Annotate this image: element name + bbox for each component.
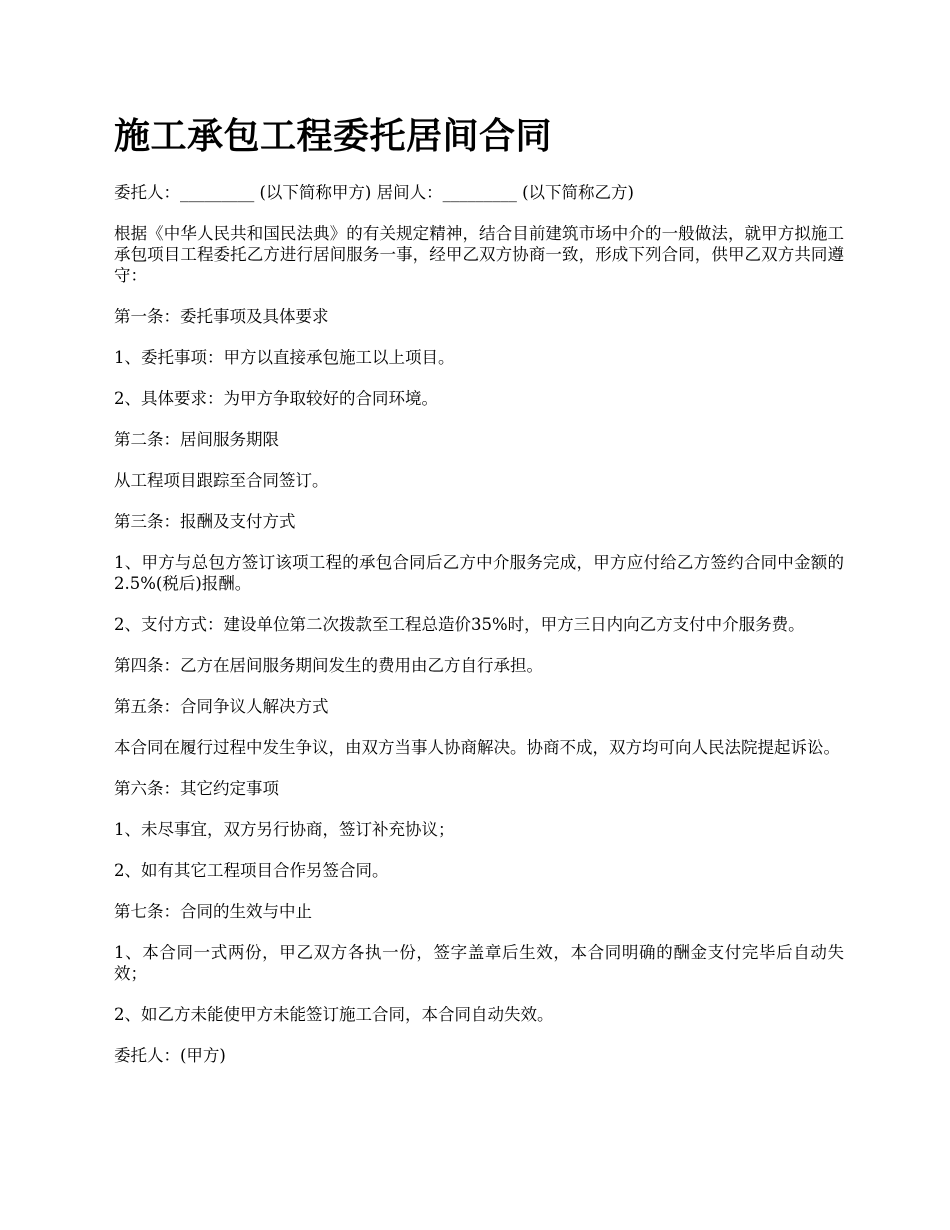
preamble-paragraph: 根据《中华人民共和国民法典》的有关规定精神，结合目前建筑市场中介的一般做法，就甲方拟施工承包项目工程委托乙方进行居间服务一事，经甲乙双方协商一致，形成下列合同，供甲乙双方共同遵守：	[114, 224, 844, 285]
article-4-heading: 第四条：乙方在居间服务期间发生的费用由乙方自行承担。	[114, 656, 543, 675]
article-6-item-1: 1、未尽事宜，双方另行协商，签订补充协议；	[114, 820, 455, 839]
article-1-item-1: 1、委托事项：甲方以直接承包施工以上项目。	[114, 348, 455, 367]
article-3-heading: 第三条：报酬及支付方式	[114, 512, 296, 531]
article-6-heading: 第六条：其它约定事项	[114, 779, 279, 798]
article-3-item-1: 1、甲方与总包方签订该项工程的承包合同后乙方中介服务完成，甲方应付给乙方签约合同中金额的2.5%(税后)报酬。	[114, 553, 844, 593]
article-2-body: 从工程项目跟踪至合同签订。	[114, 471, 329, 490]
article-2-heading: 第二条：居间服务期限	[114, 430, 279, 449]
article-7-item-1: 1、本合同一式两份，甲乙双方各执一份，签字盖章后生效，本合同明确的酬金支付完毕后自动失效；	[114, 943, 844, 983]
article-6-item-2: 2、如有其它工程项目合作另签合同。	[114, 861, 389, 880]
article-1-item-2: 2、具体要求：为甲方争取较好的合同环境。	[114, 389, 438, 408]
article-3-item-2: 2、支付方式：建设单位第二次拨款至工程总造价35%时，甲方三日内向乙方支付中介服务费。	[114, 615, 805, 634]
parties-line: 委托人：_________ (以下简称甲方) 居间人：_________ (以下简称乙方)	[114, 183, 634, 202]
article-5-heading: 第五条：合同争议人解决方式	[114, 697, 329, 716]
article-7-heading: 第七条：合同的生效与中止	[114, 902, 312, 921]
document-title: 施工承包工程委托居间合同	[114, 115, 553, 157]
article-7-item-2: 2、如乙方未能使甲方未能签订施工合同，本合同自动失效。	[114, 1005, 554, 1024]
article-1-heading: 第一条：委托事项及具体要求	[114, 307, 329, 326]
document-page	[114, 112, 844, 1086]
article-5-body: 本合同在履行过程中发生争议，由双方当事人协商解决。协商不成，双方均可向人民法院提起诉讼。	[114, 738, 840, 757]
signature-client-line: 委托人：(甲方)	[114, 1046, 226, 1065]
